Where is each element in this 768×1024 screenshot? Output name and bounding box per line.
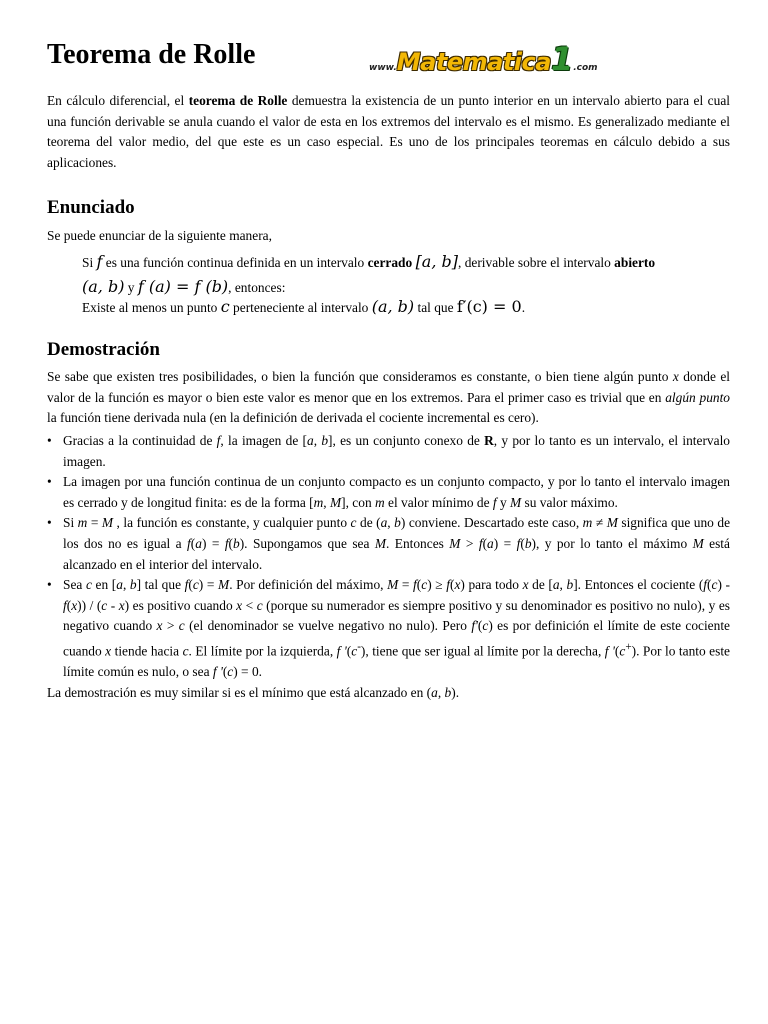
interval-open: (a, b) (82, 277, 125, 296)
list-item: • La imagen por una función continua de un conjunto compacto es un conjunto compacto, y por lo tanto el intervalo imagen es cerrado y de longitud finita: es de la forma [m, M], con m el valor mínimo de f y M su valor máximo. (47, 474, 730, 510)
section-heading-enunciado: Enunciado (47, 197, 135, 218)
section-heading-demostracion: Demostración (47, 339, 160, 360)
list-item: • Sea c en [a, b] tal que f(c) = M. Por definición del máximo, M = f(c) ≥ f(x) para todo x de [a, b]. Entonces el cociente (f(c) - f(x)) / (c - x) es positivo cuando x < c (porque su numerador es siempre positivo y su denominador es positivo no nulo), y es negativo cuando x > c (el denominador se vuelve negativo no nulo). Pero f'(c) es por definición el límite de este cociente cuando x tiende hacia c. El límite por la izquierda, f '(c-), tiene que ser igual al límite por la derecha, f '(c+). Por lo tanto este límite común es nulo, o sea f '(c) = 0. (47, 577, 731, 679)
bullet-icon: • (47, 577, 52, 593)
logo-brand: Matematica (396, 48, 551, 76)
logo-one: 1 (550, 40, 574, 78)
intro-bold-term: teorema de Rolle (188, 93, 288, 108)
demostracion-lead: Se sabe que existen tres posibilidades, o bien la función que consideramos es constante, o bien tiene algún punto x donde el valor de la función es mayor o bien este valor es menor que en los extremos. Para el primer caso es trivial que en algún punto la función tiene derivada nula (en la definición de derivada el cociente incremental es cero). (47, 369, 730, 426)
interval-closed: [a, b] (415, 252, 458, 271)
bullet-icon: • (47, 474, 52, 490)
enunciado-lead: Se puede enunciar de la siguiente manera, (47, 228, 272, 243)
logo-www: www. (369, 63, 397, 73)
list-item: • Gracias a la continuidad de f, la imagen de [a, b], es un conjunto conexo de R, y por lo tanto es un intervalo, el intervalo imagen. (47, 433, 730, 469)
site-logo[interactable] (369, 40, 598, 76)
logo-com: .com (573, 63, 598, 73)
derivative-zero: f′(c) = 0 (456, 297, 522, 316)
intro-paragraph: En cálculo diferencial, el teorema de Rolle demuestra la existencia de un punto interior en un intervalo abierto para el cual una función derivable se anula cuando el valor de esta en los extremos del intervalo es el mismo. Es generalizado mediante el teorema del valor medio, del que este es un caso especial. Es uno de los principales teoremas en cálculo debido a sus aplicaciones. (47, 93, 730, 170)
list-item: • Si m = M , la función es constante, y cualquier punto c de (a, b) conviene. Descartado este caso, m ≠ M significa que uno de los dos no es igual a f(a) = f(b). Supongamos que sea M. Entonces M > f(a) = f(b), y por lo tanto el máximo M está alcanzado en el interior del intervalo. (47, 515, 731, 572)
bullet-icon: • (47, 515, 52, 531)
equal-endpoints: f (a) = f (b) (137, 277, 229, 296)
theorem-statement-conclusion: Existe al menos un punto c perteneciente al intervalo (a, b) tal que f′(c) = 0. (82, 297, 526, 316)
theorem-statement-hypothesis: Si f es una función continua definida en un intervalo cerrado [a, b], derivable sobre el intervalo abierto (a, b) y f (a) = f (b), entonces: (82, 252, 656, 296)
page-title: Teorema de Rolle (47, 39, 256, 70)
closing-paragraph: La demostración es muy similar si es el mínimo que está alcanzado en (a, b). (47, 685, 460, 700)
proof-steps-list (47, 431, 730, 683)
bullet-icon: • (47, 433, 52, 448)
